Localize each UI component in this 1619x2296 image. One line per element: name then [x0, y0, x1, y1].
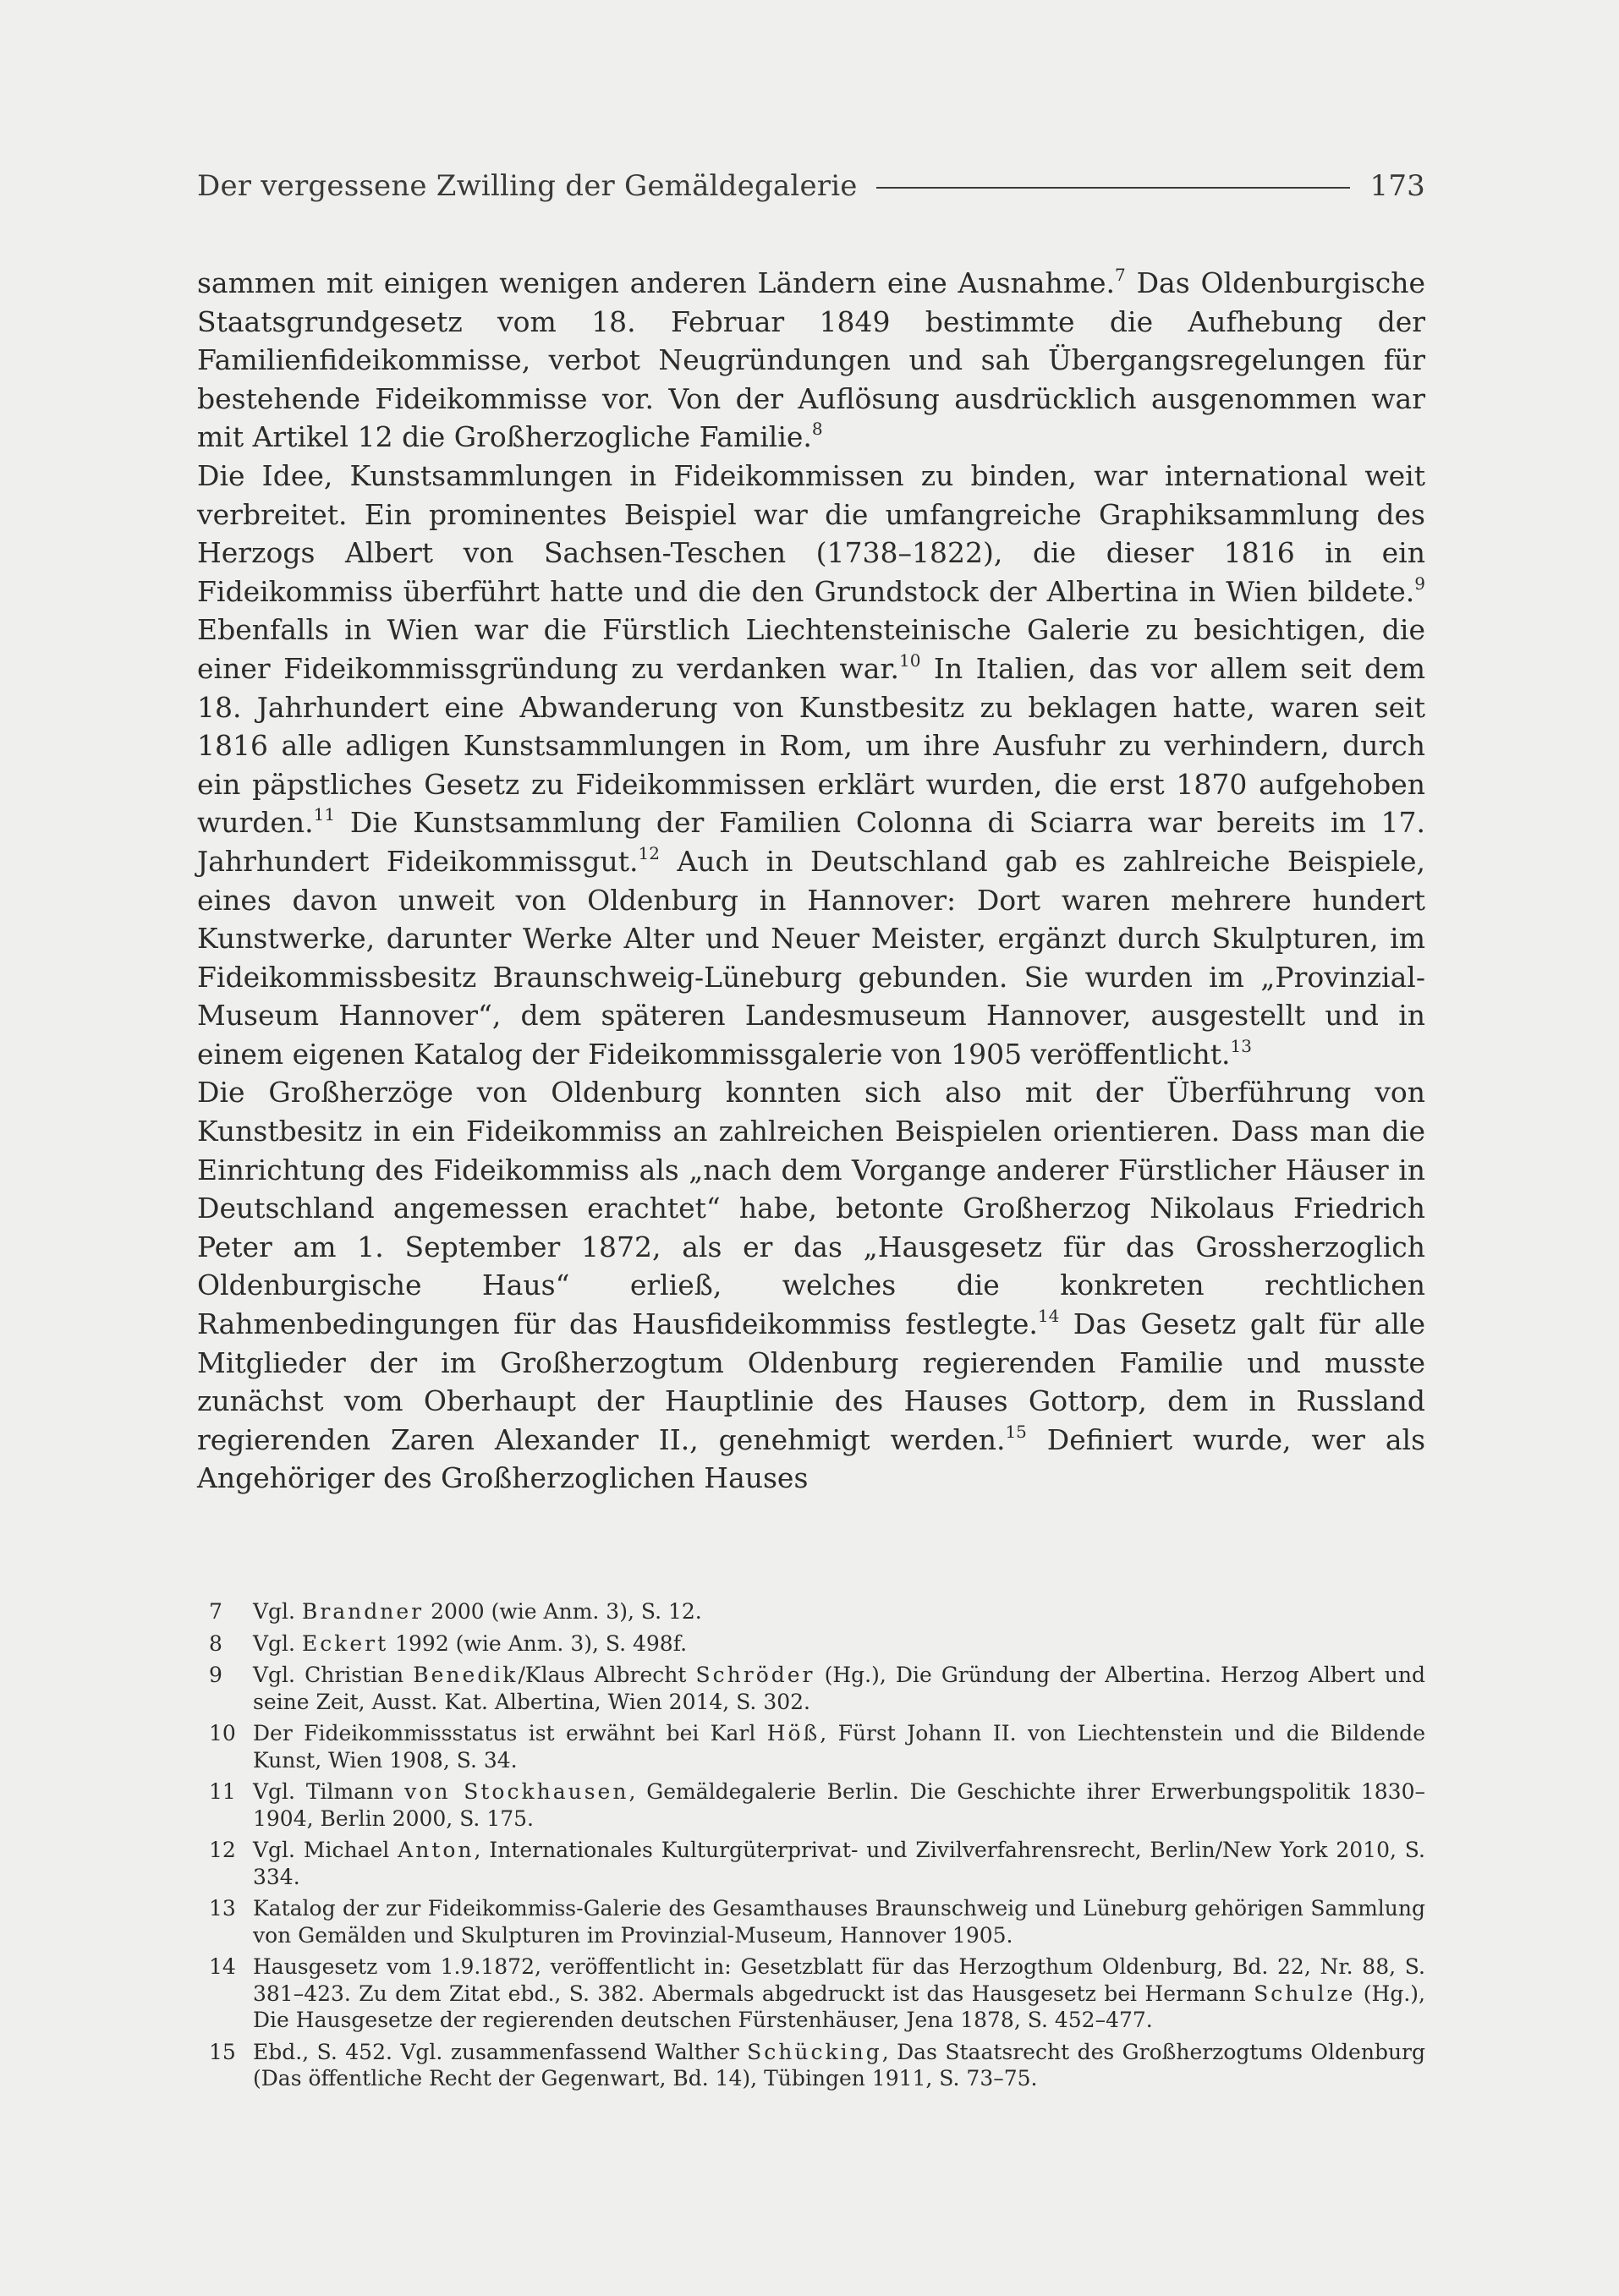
author-name: Benedik: [413, 1663, 519, 1687]
footnote-text: Der Fideikommissstatus ist erwähnt bei Karl Höß, Fürst Johann II. von Liechtenstein und die Bildende Kunst, Wien 1908, S. 34.: [253, 1721, 1425, 1773]
footnote-number: 7: [209, 1599, 222, 1624]
footnote-ref-15[interactable]: 15: [1005, 1421, 1027, 1442]
author-name: Schücking: [747, 2039, 882, 2064]
footnotes: [197, 1598, 1425, 2097]
footnote-text: Vgl. Christian Benedik/Klaus Albrecht Schröder (Hg.), Die Gründung der Albertina. Herzog Albert und seine Zeit, Ausst. Kat. Albertina, Wien 2014, S. 302.: [253, 1663, 1425, 1714]
body-text: [197, 264, 1425, 1498]
author-name: Höß: [766, 1721, 820, 1745]
footnote-ref-9[interactable]: 9: [1414, 573, 1425, 594]
footnote-ref-7[interactable]: 7: [1115, 265, 1126, 285]
footnote-ref-13[interactable]: 13: [1230, 1035, 1252, 1056]
paragraph-1: sammen mit einigen wenigen anderen Ländern eine Ausnahme.$^7$ Das Oldenburgische Staatsgrundgesetz vom 18. Februar 1849 bestimmte die Aufhebung der Familienfideikommisse, verbot Neugründungen und sah Übergangsregelungen für bestehende Fideikommisse vor. Von der Auflösung ausdrücklich ausgenommen war mit Artikel 12 die Großherzogliche Familie.$^8$: [197, 265, 1426, 454]
footnote-12: [197, 1837, 1425, 1890]
paragraph-2: Die Idee, Kunstsammlungen in Fideikommissen zu binden, war international weit verbreitet. Ein prominentes Beispiel war die umfangreiche Graphiksammlung des Herzogs Albert von Sachsen-Teschen (1738–1822), die dieser 1816 in ein Fideikommiss überführt hatte und die den Grundstock der Albertina in Wien bildete.$^9$ Ebenfalls in Wien war die Fürstlich Liechtensteinische Galerie zu besichtigen, die einer Fideikommissgründung zu verdanken war.$^{10}$ In Italien, das vor allem seit dem 18. Jahrhundert eine Abwanderung von Kunstbesitz zu beklagen hatte, waren seit 1816 alle adligen Kunstsammlungen in Rom, um ihre Ausfuhr zu verhindern, durch ein päpstliches Gesetz zu Fideikommissen erklärt wurden, die erst 1870 aufgehoben wurden.$^{11}$ Die Kunstsammlung der Familien Colonna di Sciarra war bereits im 17. Jahrhundert Fideikommissgut.$^{12}$ Auch in Deutschland gab es zahlreiche Beispiele, eines davon unweit von Oldenburg in Hannover: Dort waren mehrere hundert Kunstwerke, darunter Werke Alter und Neuer Meister, ergänzt durch Skulpturen, im Fideikommissbesitz Braunschweig-Lüneburg gebunden. Sie wurden im „Provinzial-Museum Hannover“, dem späteren Landesmuseum Hannover, ausgestellt und in einem eigenen Katalog der Fideikommissgalerie von 1905 veröffentlicht.$^{13}$: [197, 458, 1426, 1071]
footnote-text: Vgl. Michael Anton, Internationales Kulturgüterprivat- und Zivilverfahrensrecht, Berlin/New York 2010, S. 334.: [253, 1838, 1425, 1889]
footnote-8: [197, 1630, 1425, 1658]
footnote-ref-14[interactable]: 14: [1037, 1306, 1060, 1327]
footnote-number: 14: [209, 1954, 236, 1979]
paragraph-3: Die Großherzöge von Oldenburg konnten sich also mit der Überführung von Kunstbesitz in ein Fideikommiss an zahlreichen Beispielen orientieren. Dass man die Einrichtung des Fideikommiss als „nach dem Vorgange anderer Fürstlicher Häuser in Deutschland angemessen erachtet“ habe, betonte Großherzog Nikolaus Friedrich Peter am 1. September 1872, als er das „Hausgesetz für das Grossherzoglich Oldenburgische Haus“ erließ, welches die konkreten rechtlichen Rahmenbedingungen für das Hausfideikommiss festlegte.$^{14}$ Das Gesetz galt für alle Mitglieder der im Großherzogtum Oldenburg regierenden Familie und musste zunächst vom Oberhaupt der Hauptlinie des Hauses Gottorp, dem in Russland regierenden Zaren Alexander II., genehmigt werden.$^{15}$ Definiert wurde, wer als Angehöriger des Großherzoglichen Hauses: [197, 1076, 1426, 1495]
author-name: Schröder: [695, 1663, 815, 1687]
footnote-text: Vgl. Brandner 2000 (wie Anm. 3), S. 12.: [253, 1599, 702, 1624]
footnote-number: 13: [209, 1896, 236, 1921]
footnote-number: 8: [209, 1630, 222, 1656]
author-name: von Stockhausen: [404, 1779, 629, 1804]
footnote-ref-11[interactable]: 11: [313, 804, 336, 825]
footnote-10: [197, 1720, 1425, 1773]
footnote-11: [197, 1778, 1425, 1832]
footnote-text: Katalog der zur Fideikommiss-Galerie des Gesamthauses Braunschweig und Lüneburg gehörigen Sammlung von Gemälden und Skulpturen im Provinzial-Museum, Hannover 1905.: [253, 1896, 1425, 1948]
running-header: [197, 152, 1425, 220]
footnote-15: [197, 2039, 1425, 2092]
author-name: Anton: [398, 1838, 475, 1862]
footnote-text: Vgl. Tilmann von Stockhausen, Gemäldegalerie Berlin. Die Geschichte ihrer Erwerbungspolitik 1830–1904, Berlin 2000, S. 175.: [253, 1779, 1425, 1831]
footnote-text: Hausgesetz vom 1.9.1872, veröffentlicht in: Gesetzblatt für das Herzogthum Oldenburg, Bd. 22, Nr. 88, S. 381–423. Zu dem Zitat ebd., S. 382. Abermals abgedruckt ist das Hausgesetz bei Hermann Schulze (Hg.), Die Hausgesetze der regierenden deutschen Fürstenhäuser, Jena 1878, S. 452–477.: [253, 1954, 1425, 2032]
page-number: 173: [1369, 169, 1425, 203]
author-name: Brandner: [301, 1599, 425, 1624]
footnote-ref-8[interactable]: 8: [811, 419, 823, 440]
author-name: Schulze: [1254, 1981, 1356, 2006]
running-title: Der vergessene Zwilling der Gemäldegalerie: [197, 169, 858, 203]
footnote-14: [197, 1954, 1425, 2034]
author-name: Eckert: [301, 1630, 389, 1656]
footnote-number: 10: [209, 1721, 236, 1745]
footnote-9: [197, 1662, 1425, 1715]
footnote-number: 11: [209, 1779, 236, 1804]
book-page: [197, 152, 1426, 2091]
footnote-number: 12: [209, 1838, 236, 1862]
footnote-number: 15: [209, 2039, 236, 2064]
footnote-text: Ebd., S. 452. Vgl. zusammenfassend Walther Schücking, Das Staatsrecht des Großherzogtums Oldenburg (Das öffentliche Recht der Gegenwart, Bd. 14), Tübingen 1911, S. 73–75.: [253, 2039, 1426, 2091]
footnote-7: [197, 1598, 1425, 1625]
header-rule: [876, 187, 1350, 189]
footnote-13: [197, 1895, 1425, 1948]
footnote-text: Vgl. Eckert 1992 (wie Anm. 3), S. 498f.: [253, 1630, 688, 1656]
footnote-number: 9: [209, 1663, 222, 1687]
footnote-ref-12[interactable]: 12: [638, 842, 660, 863]
footnote-ref-10[interactable]: 10: [899, 649, 921, 671]
